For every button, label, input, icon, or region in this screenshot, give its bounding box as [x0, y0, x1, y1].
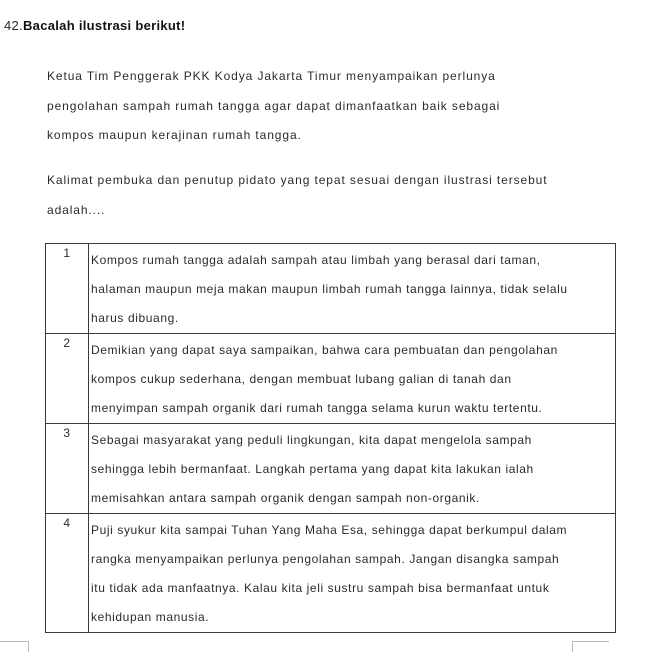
- option-number: 2: [46, 334, 89, 424]
- option-line: sehingga lebih bermanfaat. Langkah pertama yang dapat kita lakukan ialah: [91, 462, 534, 476]
- option-line: kompos cukup sederhana, dengan membuat lubang galian di tanah dan: [91, 372, 512, 386]
- options-table: [45, 243, 616, 633]
- illustration-line: kompos maupun kerajinan rumah tangga.: [47, 128, 302, 142]
- option-line: rangka menyampaikan perlunya pengolahan sampah. Jangan disangka sampah: [91, 552, 560, 566]
- question-header: [4, 18, 185, 33]
- option-number: 3: [46, 424, 89, 514]
- option-line: itu tidak ada manfaatnya. Kalau kita jeli sustru sampah bisa bermanfaat untuk: [91, 581, 550, 595]
- option-text: [89, 334, 616, 424]
- prompt-line: adalah....: [47, 202, 106, 217]
- option-line: Kompos rumah tangga adalah sampah atau limbah yang berasal dari taman,: [91, 253, 541, 267]
- option-line: kehidupan manusia.: [91, 610, 210, 624]
- prompt-line: Kalimat pembuka dan penutup pidato yang tepat sesuai dengan ilustrasi tersebut: [47, 173, 548, 187]
- option-line: menyimpan sampah organik dari rumah tangga selama kurun waktu tertentu.: [91, 401, 543, 415]
- question-title: Bacalah ilustrasi berikut!: [22, 18, 186, 33]
- option-text: [89, 514, 616, 633]
- option-number: 1: [46, 244, 89, 334]
- option-line: Demikian yang dapat saya sampaikan, bahwa cara pembuatan dan pengolahan: [91, 343, 558, 357]
- illustration-line: pengolahan sampah rumah tangga agar dapat dimanfaatkan baik sebagai: [47, 98, 501, 113]
- page-corner-mark-left: [0, 641, 29, 652]
- option-text: [89, 244, 616, 334]
- option-line: Puji syukur kita sampai Tuhan Yang Maha Esa, sehingga dapat berkumpul dalam: [91, 523, 568, 537]
- option-line: Sebagai masyarakat yang peduli lingkungan, kita dapat mengelola sampah: [91, 433, 532, 447]
- option-line: memisahkan antara sampah organik dengan sampah non-organik.: [91, 491, 480, 505]
- question-number: 42.: [4, 18, 23, 33]
- option-row: [46, 334, 616, 424]
- option-row: [46, 424, 616, 514]
- option-row: [46, 514, 616, 633]
- option-line: harus dibuang.: [91, 311, 179, 325]
- illustration-line: Ketua Tim Penggerak PKK Kodya Jakarta Timur menyampaikan perlunya: [47, 69, 496, 83]
- page-corner-mark-right: [572, 641, 609, 652]
- illustration-paragraph: [47, 62, 617, 151]
- option-number: 4: [46, 514, 89, 633]
- option-row: [46, 244, 616, 334]
- prompt-paragraph: [47, 166, 617, 225]
- option-line: halaman maupun meja makan maupun limbah rumah tangga lainnya, tidak selalu: [91, 282, 568, 296]
- option-text: [89, 424, 616, 514]
